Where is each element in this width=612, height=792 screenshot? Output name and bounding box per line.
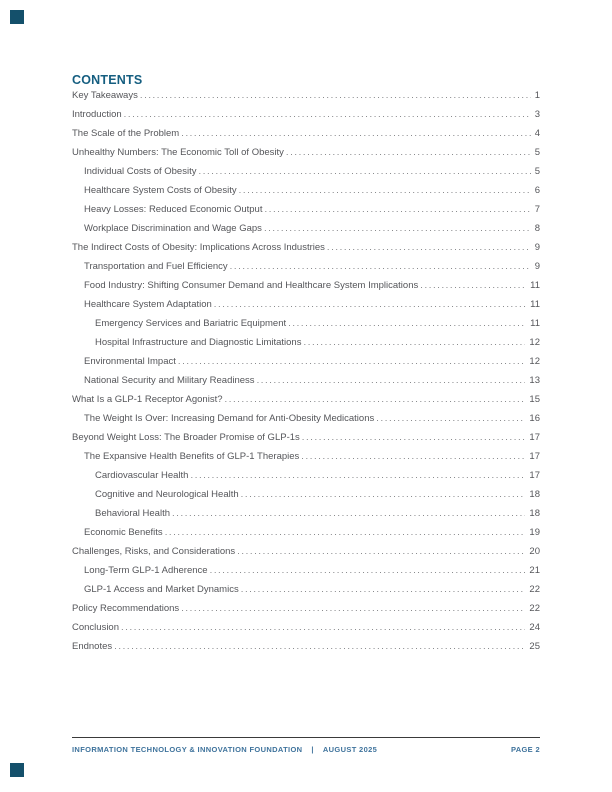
toc-entry[interactable] (72, 299, 540, 318)
toc-entry-page: 21 (529, 565, 540, 576)
toc-entry-page: 22 (529, 603, 540, 614)
toc-entry-page: 17 (529, 432, 540, 443)
toc-leader-dots (264, 223, 531, 234)
toc-leader-dots (286, 147, 531, 158)
toc-entry-page: 5 (534, 147, 540, 158)
footer-separator: | (311, 745, 314, 754)
toc-entry-page: 24 (529, 622, 540, 633)
toc-entry-page: 11 (530, 299, 540, 310)
toc-entry-label: Conclusion (72, 622, 119, 633)
toc-entry-label: Hospital Infrastructure and Diagnostic Limitations (95, 337, 302, 348)
toc-entry-page: 17 (529, 470, 540, 481)
toc-entry-page: 12 (529, 356, 540, 367)
toc-entry-label: Workplace Discrimination and Wage Gaps (84, 223, 262, 234)
toc-entry-label: Transportation and Fuel Efficiency (84, 261, 228, 272)
toc-entry[interactable] (72, 565, 540, 584)
toc-entry[interactable] (72, 584, 540, 603)
page-corner-mark-bottom (10, 763, 24, 777)
toc-entry-page: 6 (534, 185, 540, 196)
toc-entry[interactable] (72, 204, 540, 223)
toc-entry[interactable] (72, 185, 540, 204)
toc-entry[interactable] (72, 337, 540, 356)
toc-entry-label: Introduction (72, 109, 122, 120)
toc-entry-label: Heavy Losses: Reduced Economic Output (84, 204, 263, 215)
footer-org-date (72, 745, 377, 754)
toc-leader-dots (210, 565, 526, 576)
toc-entry-page: 25 (529, 641, 540, 652)
toc-entry-page: 9 (534, 242, 540, 253)
toc-entry-label: Emergency Services and Bariatric Equipment (95, 318, 287, 329)
toc-entry[interactable] (72, 451, 540, 470)
toc-entry-page: 7 (534, 204, 540, 215)
toc-entry-label: GLP-1 Access and Market Dynamics (84, 584, 239, 595)
contents-section (72, 73, 540, 660)
toc-entry-label: Policy Recommendations (72, 603, 180, 614)
toc-entry-label: Food Industry: Shifting Consumer Demand and Healthcare System Implications (84, 280, 419, 291)
toc-entry-label: Unhealthy Numbers: The Economic Toll of Obesity (72, 147, 284, 158)
toc-leader-dots (257, 375, 526, 386)
toc-entry-page: 12 (529, 337, 540, 348)
toc-entry-page: 11 (530, 280, 540, 291)
toc-leader-dots (198, 166, 530, 177)
toc-leader-dots (288, 318, 526, 329)
toc-entry-label: Beyond Weight Loss: The Broader Promise of GLP-1s (72, 432, 300, 443)
footer-org-name: INFORMATION TECHNOLOGY & INNOVATION FOUNDATION (72, 745, 303, 754)
toc-entry-page: 16 (529, 413, 540, 424)
toc-entry-label: Economic Benefits (84, 527, 163, 538)
toc-entry-label: National Security and Military Readiness (84, 375, 255, 386)
toc-entry-page: 15 (529, 394, 540, 405)
toc-entry[interactable] (72, 90, 540, 109)
footer-row (72, 738, 540, 754)
toc-entry-page: 13 (529, 375, 540, 386)
toc-entry-page: 5 (534, 166, 540, 177)
toc-entry[interactable] (72, 166, 540, 185)
toc-entry[interactable] (72, 622, 540, 641)
toc-entry[interactable] (72, 375, 540, 394)
toc-entry-page: 20 (529, 546, 540, 557)
page-corner-mark-top (10, 10, 24, 24)
toc-entry[interactable] (72, 489, 540, 508)
toc-entry-label: What Is a GLP-1 Receptor Agonist? (72, 394, 223, 405)
toc-entry-label: Healthcare System Costs of Obesity (84, 185, 237, 196)
toc-leader-dots (264, 204, 530, 215)
toc-entry[interactable] (72, 546, 540, 565)
toc-entry-page: 22 (529, 584, 540, 595)
toc-leader-dots (241, 584, 526, 595)
toc-leader-dots (172, 508, 525, 519)
toc-entry[interactable] (72, 109, 540, 128)
toc-leader-dots (237, 546, 525, 557)
toc-leader-dots (181, 128, 531, 139)
toc-leader-dots (181, 603, 525, 614)
toc-entry-page: 4 (534, 128, 540, 139)
toc-entry-page: 8 (534, 223, 540, 234)
toc-leader-dots (301, 451, 525, 462)
toc-list (72, 90, 540, 660)
toc-entry-label: Individual Costs of Obesity (84, 166, 197, 177)
toc-entry[interactable] (72, 413, 540, 432)
footer-page-number: PAGE 2 (510, 745, 540, 754)
toc-entry-label: Long-Term GLP-1 Adherence (84, 565, 208, 576)
toc-entry[interactable] (72, 223, 540, 242)
toc-entry-page: 18 (529, 508, 540, 519)
page-footer (72, 737, 540, 754)
toc-entry-label: The Indirect Costs of Obesity: Implications Across Industries (72, 242, 325, 253)
toc-leader-dots (303, 337, 525, 348)
toc-entry[interactable] (72, 356, 540, 375)
toc-leader-dots (140, 90, 531, 101)
toc-entry[interactable] (72, 508, 540, 527)
toc-entry-label: Key Takeaways (72, 90, 138, 101)
toc-entry[interactable] (72, 128, 540, 147)
toc-entry[interactable] (72, 432, 540, 451)
toc-leader-dots (225, 394, 526, 405)
footer-date: AUGUST 2025 (322, 745, 378, 754)
toc-entry-label: The Expansive Health Benefits of GLP-1 Therapies (84, 451, 300, 462)
toc-entry[interactable] (72, 318, 540, 337)
contents-heading: CONTENTS (72, 73, 143, 87)
toc-leader-dots (165, 527, 526, 538)
toc-leader-dots (420, 280, 526, 291)
toc-leader-dots (230, 261, 531, 272)
toc-entry[interactable] (72, 261, 540, 280)
toc-leader-dots (376, 413, 525, 424)
toc-entry-page: 9 (534, 261, 540, 272)
toc-leader-dots (239, 185, 531, 196)
toc-entry-label: Healthcare System Adaptation (84, 299, 212, 310)
toc-entry-label: Behavioral Health (95, 508, 170, 519)
toc-entry-label: Cognitive and Neurological Health (95, 489, 239, 500)
toc-entry-label: Environmental Impact (84, 356, 176, 367)
toc-entry[interactable] (72, 147, 540, 166)
toc-leader-dots (302, 432, 526, 443)
toc-entry-page: 3 (534, 109, 540, 120)
toc-entry-page: 18 (529, 489, 540, 500)
toc-leader-dots (121, 622, 525, 633)
toc-entry-label: Challenges, Risks, and Considerations (72, 546, 236, 557)
toc-entry[interactable] (72, 394, 540, 413)
toc-leader-dots (178, 356, 526, 367)
toc-entry-label: Endnotes (72, 641, 113, 652)
toc-leader-dots (241, 489, 526, 500)
toc-entry[interactable] (72, 603, 540, 622)
toc-leader-dots (114, 641, 525, 652)
toc-entry[interactable] (72, 527, 540, 546)
toc-entry-page: 1 (534, 90, 540, 101)
toc-leader-dots (190, 470, 525, 481)
toc-entry[interactable] (72, 470, 540, 489)
toc-entry-label: The Scale of the Problem (72, 128, 180, 139)
toc-entry[interactable] (72, 280, 540, 299)
toc-entry-page: 17 (529, 451, 540, 462)
toc-leader-dots (214, 299, 526, 310)
toc-entry-label: The Weight Is Over: Increasing Demand for Anti-Obesity Medications (84, 413, 375, 424)
toc-entry-page: 11 (530, 318, 540, 329)
toc-entry[interactable] (72, 242, 540, 261)
toc-leader-dots (327, 242, 531, 253)
toc-leader-dots (124, 109, 531, 120)
toc-entry-page: 19 (529, 527, 540, 538)
toc-entry-label: Cardiovascular Health (95, 470, 189, 481)
toc-entry[interactable] (72, 641, 540, 660)
